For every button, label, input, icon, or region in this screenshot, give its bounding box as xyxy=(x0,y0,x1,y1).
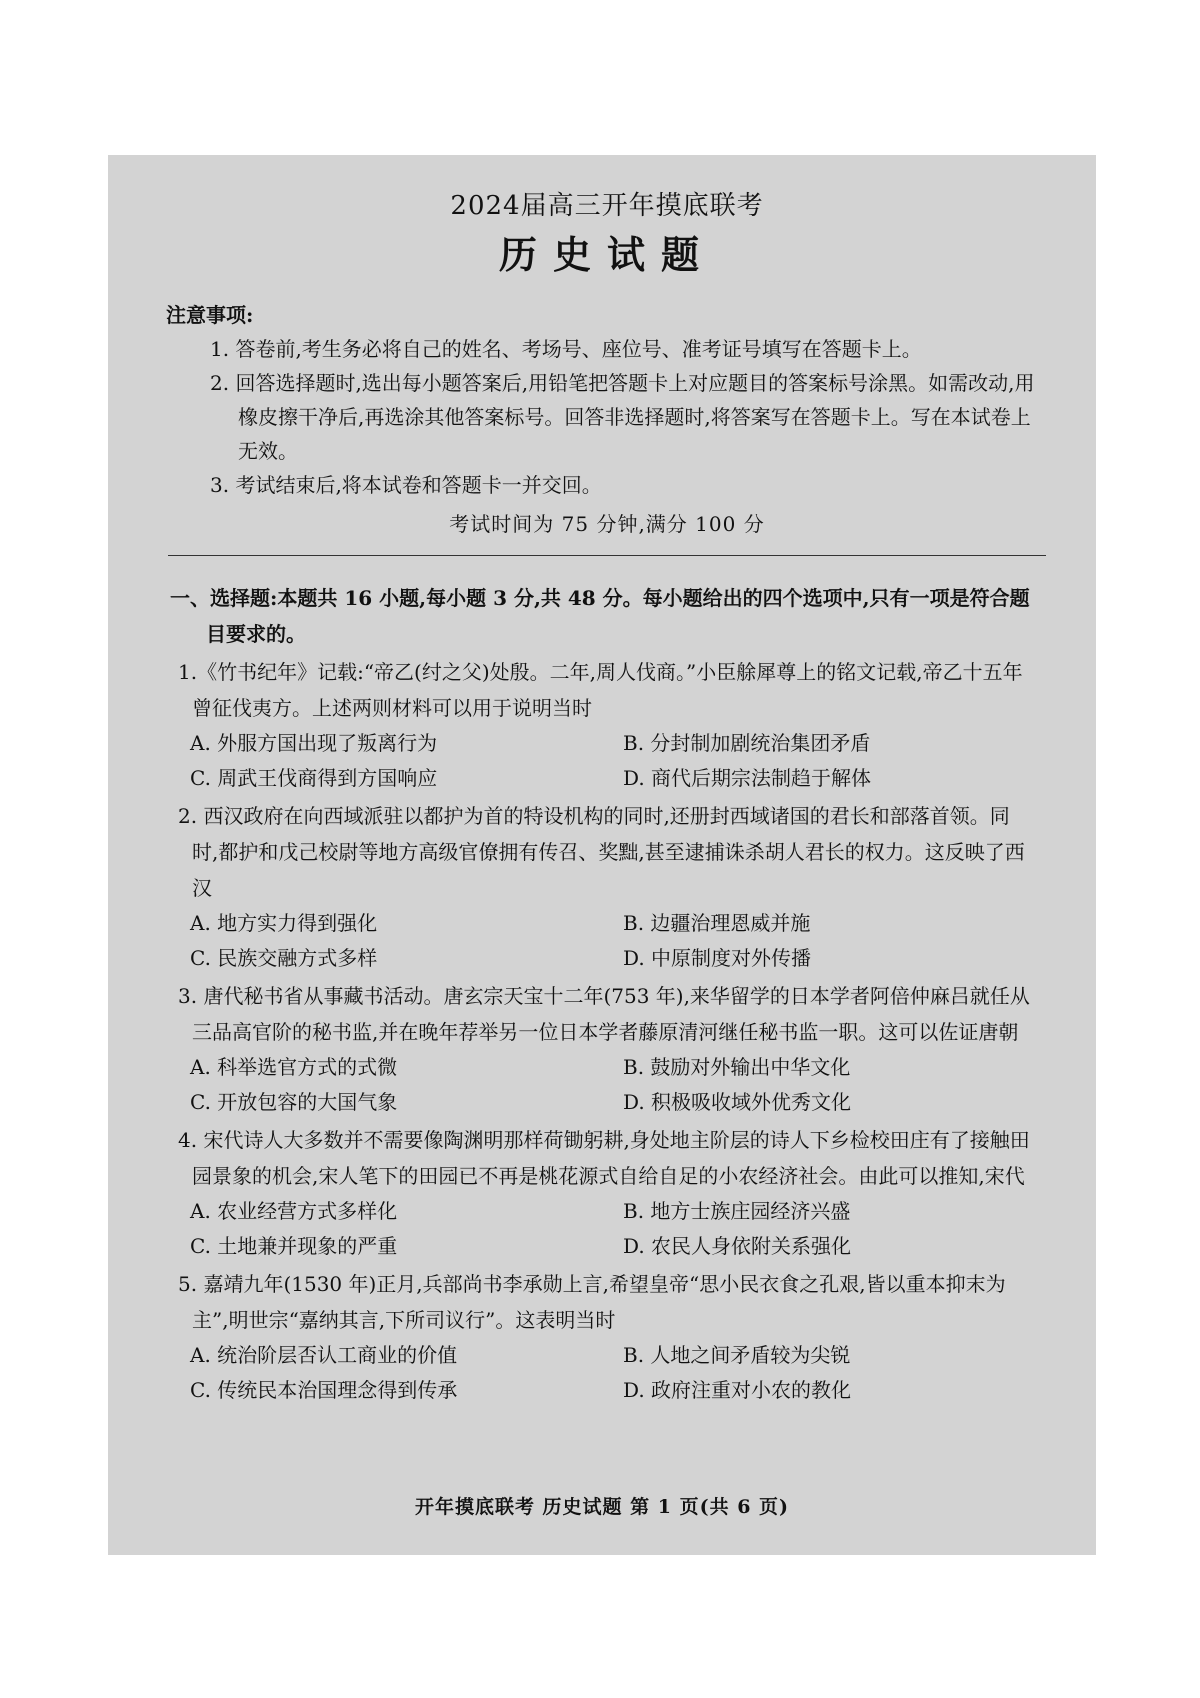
option-c: C. 周武王伐商得到方国响应 xyxy=(190,766,438,790)
option-b: B. 地方士族庄园经济兴盛 xyxy=(623,1199,851,1223)
option-b: B. 鼓励对外输出中华文化 xyxy=(623,1055,851,1079)
notice-item: 1. 答卷前,考生务必将自己的姓名、考场号、座位号、准考证号填写在答题卡上。 xyxy=(210,337,922,361)
question-5 xyxy=(178,1266,1036,1408)
notice-item: 2. 回答选择题时,选出每小题答案后,用铅笔把答题卡上对应题目的答案标号涂黑。如需改动,用橡皮擦干净后,再选涂其他答案标号。回答非选择题时,将答案写在答题卡上。写在本试卷上无效。 xyxy=(210,371,1035,463)
option-a: A. 统治阶层否认工商业的价值 xyxy=(190,1343,458,1367)
option-a: A. 农业经营方式多样化 xyxy=(190,1199,398,1223)
question-4 xyxy=(178,1122,1036,1264)
question-stem: 5. 嘉靖九年(1530 年)正月,兵部尚书李承勋上言,希望皇帝“思小民衣食之孔艰,皆以重本抑末为主”,明世宗“嘉纳其言,下所司议行”。这表明当时 xyxy=(178,1272,1006,1332)
question-1 xyxy=(178,654,1036,796)
option-b: B. 人地之间矛盾较为尖锐 xyxy=(623,1343,851,1367)
option-c: C. 民族交融方式多样 xyxy=(190,946,378,970)
exam-title: 2024届高三开年摸底联考 xyxy=(450,191,764,221)
question-3 xyxy=(178,978,1036,1120)
option-a: A. 科举选官方式的式微 xyxy=(190,1055,398,1079)
question-stem: 2. 西汉政府在向西域派驻以都护为首的特设机构的同时,还册封西域诸国的君长和部落首领。同时,都护和戊己校尉等地方高级官僚拥有传召、奖黜,甚至逮捕诛杀胡人君长的权力。这反映了西汉 xyxy=(178,804,1025,900)
option-c: C. 开放包容的大国气象 xyxy=(190,1090,398,1114)
option-d: D. 农民人身依附关系强化 xyxy=(623,1234,852,1258)
option-a: A. 外服方国出现了叛离行为 xyxy=(190,731,438,755)
option-c: C. 传统民本治国理念得到传承 xyxy=(190,1378,458,1402)
question-options xyxy=(178,1194,1036,1264)
question-options xyxy=(178,726,1036,796)
question-stem: 4. 宋代诗人大多数并不需要像陶渊明那样荷锄躬耕,身处地主阶层的诗人下乡检校田庄有了接触田园景象的机会,宋人笔下的田园已不再是桃花源式自给自足的小农经济社会。由此可以推知,宋代 xyxy=(178,1128,1030,1188)
notice-item: 3. 考试结束后,将本试卷和答题卡一并交回。 xyxy=(210,473,602,497)
divider xyxy=(168,555,1046,556)
option-d: D. 政府注重对小农的教化 xyxy=(623,1378,852,1402)
exam-time-line: 考试时间为 75 分钟,满分 100 分 xyxy=(449,512,765,536)
question-options xyxy=(178,1050,1036,1120)
option-b: B. 分封制加剧统治集团矛盾 xyxy=(623,731,871,755)
option-b: B. 边疆治理恩威并施 xyxy=(623,911,811,935)
question-stem: 3. 唐代秘书省从事藏书活动。唐玄宗天宝十二年(753 年),来华留学的日本学者阿倍仲麻吕就任从三品高官阶的秘书监,并在晚年荐举另一位日本学者藤原清河继任秘书监一职。这可以佐证唐朝 xyxy=(178,984,1030,1044)
option-d: D. 积极吸收域外优秀文化 xyxy=(623,1090,852,1114)
option-c: C. 土地兼并现象的严重 xyxy=(190,1234,398,1258)
question-2 xyxy=(178,798,1036,976)
exam-subject: 历史试题 xyxy=(498,232,715,277)
page-footer: 开年摸底联考 历史试题 第 1 页(共 6 页) xyxy=(414,1496,790,1518)
question-options xyxy=(178,906,1036,976)
notice-list xyxy=(178,332,1036,502)
exam-page xyxy=(108,155,1096,1555)
notice-heading: 注意事项: xyxy=(166,303,254,327)
option-d: D. 中原制度对外传播 xyxy=(623,946,812,970)
question-options xyxy=(178,1338,1036,1408)
option-d: D. 商代后期宗法制趋于解体 xyxy=(623,766,872,790)
option-a: A. 地方实力得到强化 xyxy=(190,911,378,935)
section-heading: 一、选择题:本题共 16 小题,每小题 3 分,共 48 分。每小题给出的四个选项中,只有一项是符合题目要求的。 xyxy=(170,586,1030,646)
question-stem: 1.《竹书纪年》记载:“帝乙(纣之父)处殷。二年,周人伐商。”小臣艅犀尊上的铭文记载,帝乙十五年曾征伐夷方。上述两则材料可以用于说明当时 xyxy=(178,660,1023,720)
